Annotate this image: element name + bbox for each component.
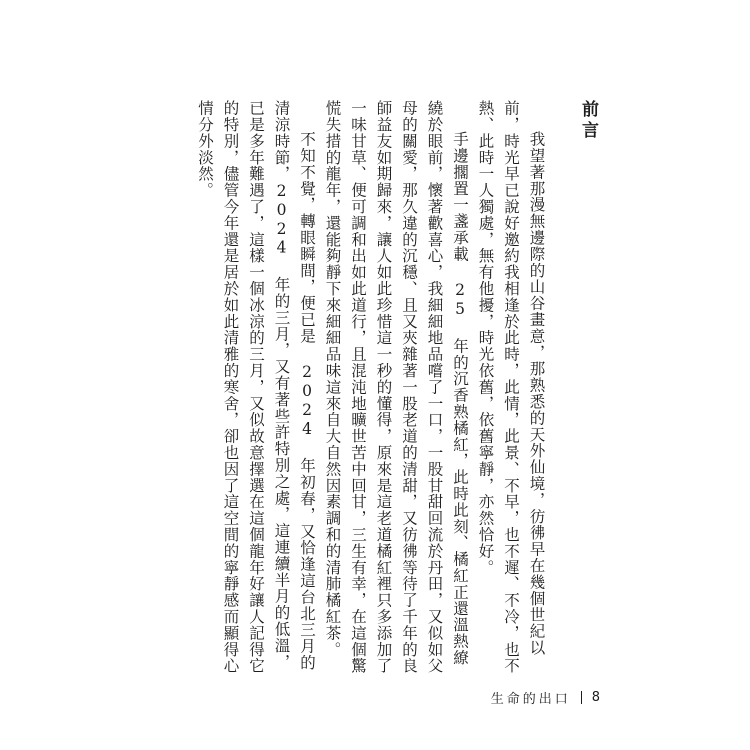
footer-divider — [581, 691, 582, 704]
vertical-text-body — [192, 100, 601, 680]
paragraph-1: 我望著那漫無邊際的山谷畫意，那熟悉的天外仙境，彷彿早在幾個世紀以前，時光早已說好邀約我相逢於此時，此情，此景、不早，也不遲、不冷，也不熱、此時一人獨處，無有他擾，時光依舊，依舊寧靜，亦然恰好。 — [476, 100, 546, 674]
paragraph-2: 手邊擱置一盞承載 25 年的沉香熟橘紅，此時此刻、橘紅正還溫熱繚繞於眼前，懷著歡喜心，我細細地品嚐了一口，一股甘甜回流於丹田，又似如父母的關愛，那久違的沉穩、且又夾雜著一股老道的清甜，又彷彿等待了千年的良師益友如期歸來，讓人如此珍惜這一秒的懂得，原來是這老道橘紅裡只多添加了一味甘草、便可調和出如此道行，且混沌地曠世苦中回甘，三生有幸，在這個驚慌失措的龍年，還能夠靜下來細細品味這來自大自然因素調和的清肺橘紅茶。 — [323, 100, 469, 674]
running-book-title: 生命的出口 — [490, 692, 571, 707]
page-title: 前言 — [578, 100, 598, 142]
page-number: 8 — [591, 690, 600, 705]
paragraph-3: 不知不覺，轉眼瞬間，便已是 2024 年初春，又恰逢這台北三月的清涼時節，2024 年的三月，又有著些許特別之處，這連續半月的低溫，已是多年難遇了，這樣一個冰涼的三月，又似故意擇選在這個龍年好讓人記得它的特別，儘管今年還是居於如此清雅的寒舍，卻也因了這空間的寧靜感而顯得心情分外淡然。 — [196, 100, 316, 674]
page-footer — [491, 688, 600, 707]
